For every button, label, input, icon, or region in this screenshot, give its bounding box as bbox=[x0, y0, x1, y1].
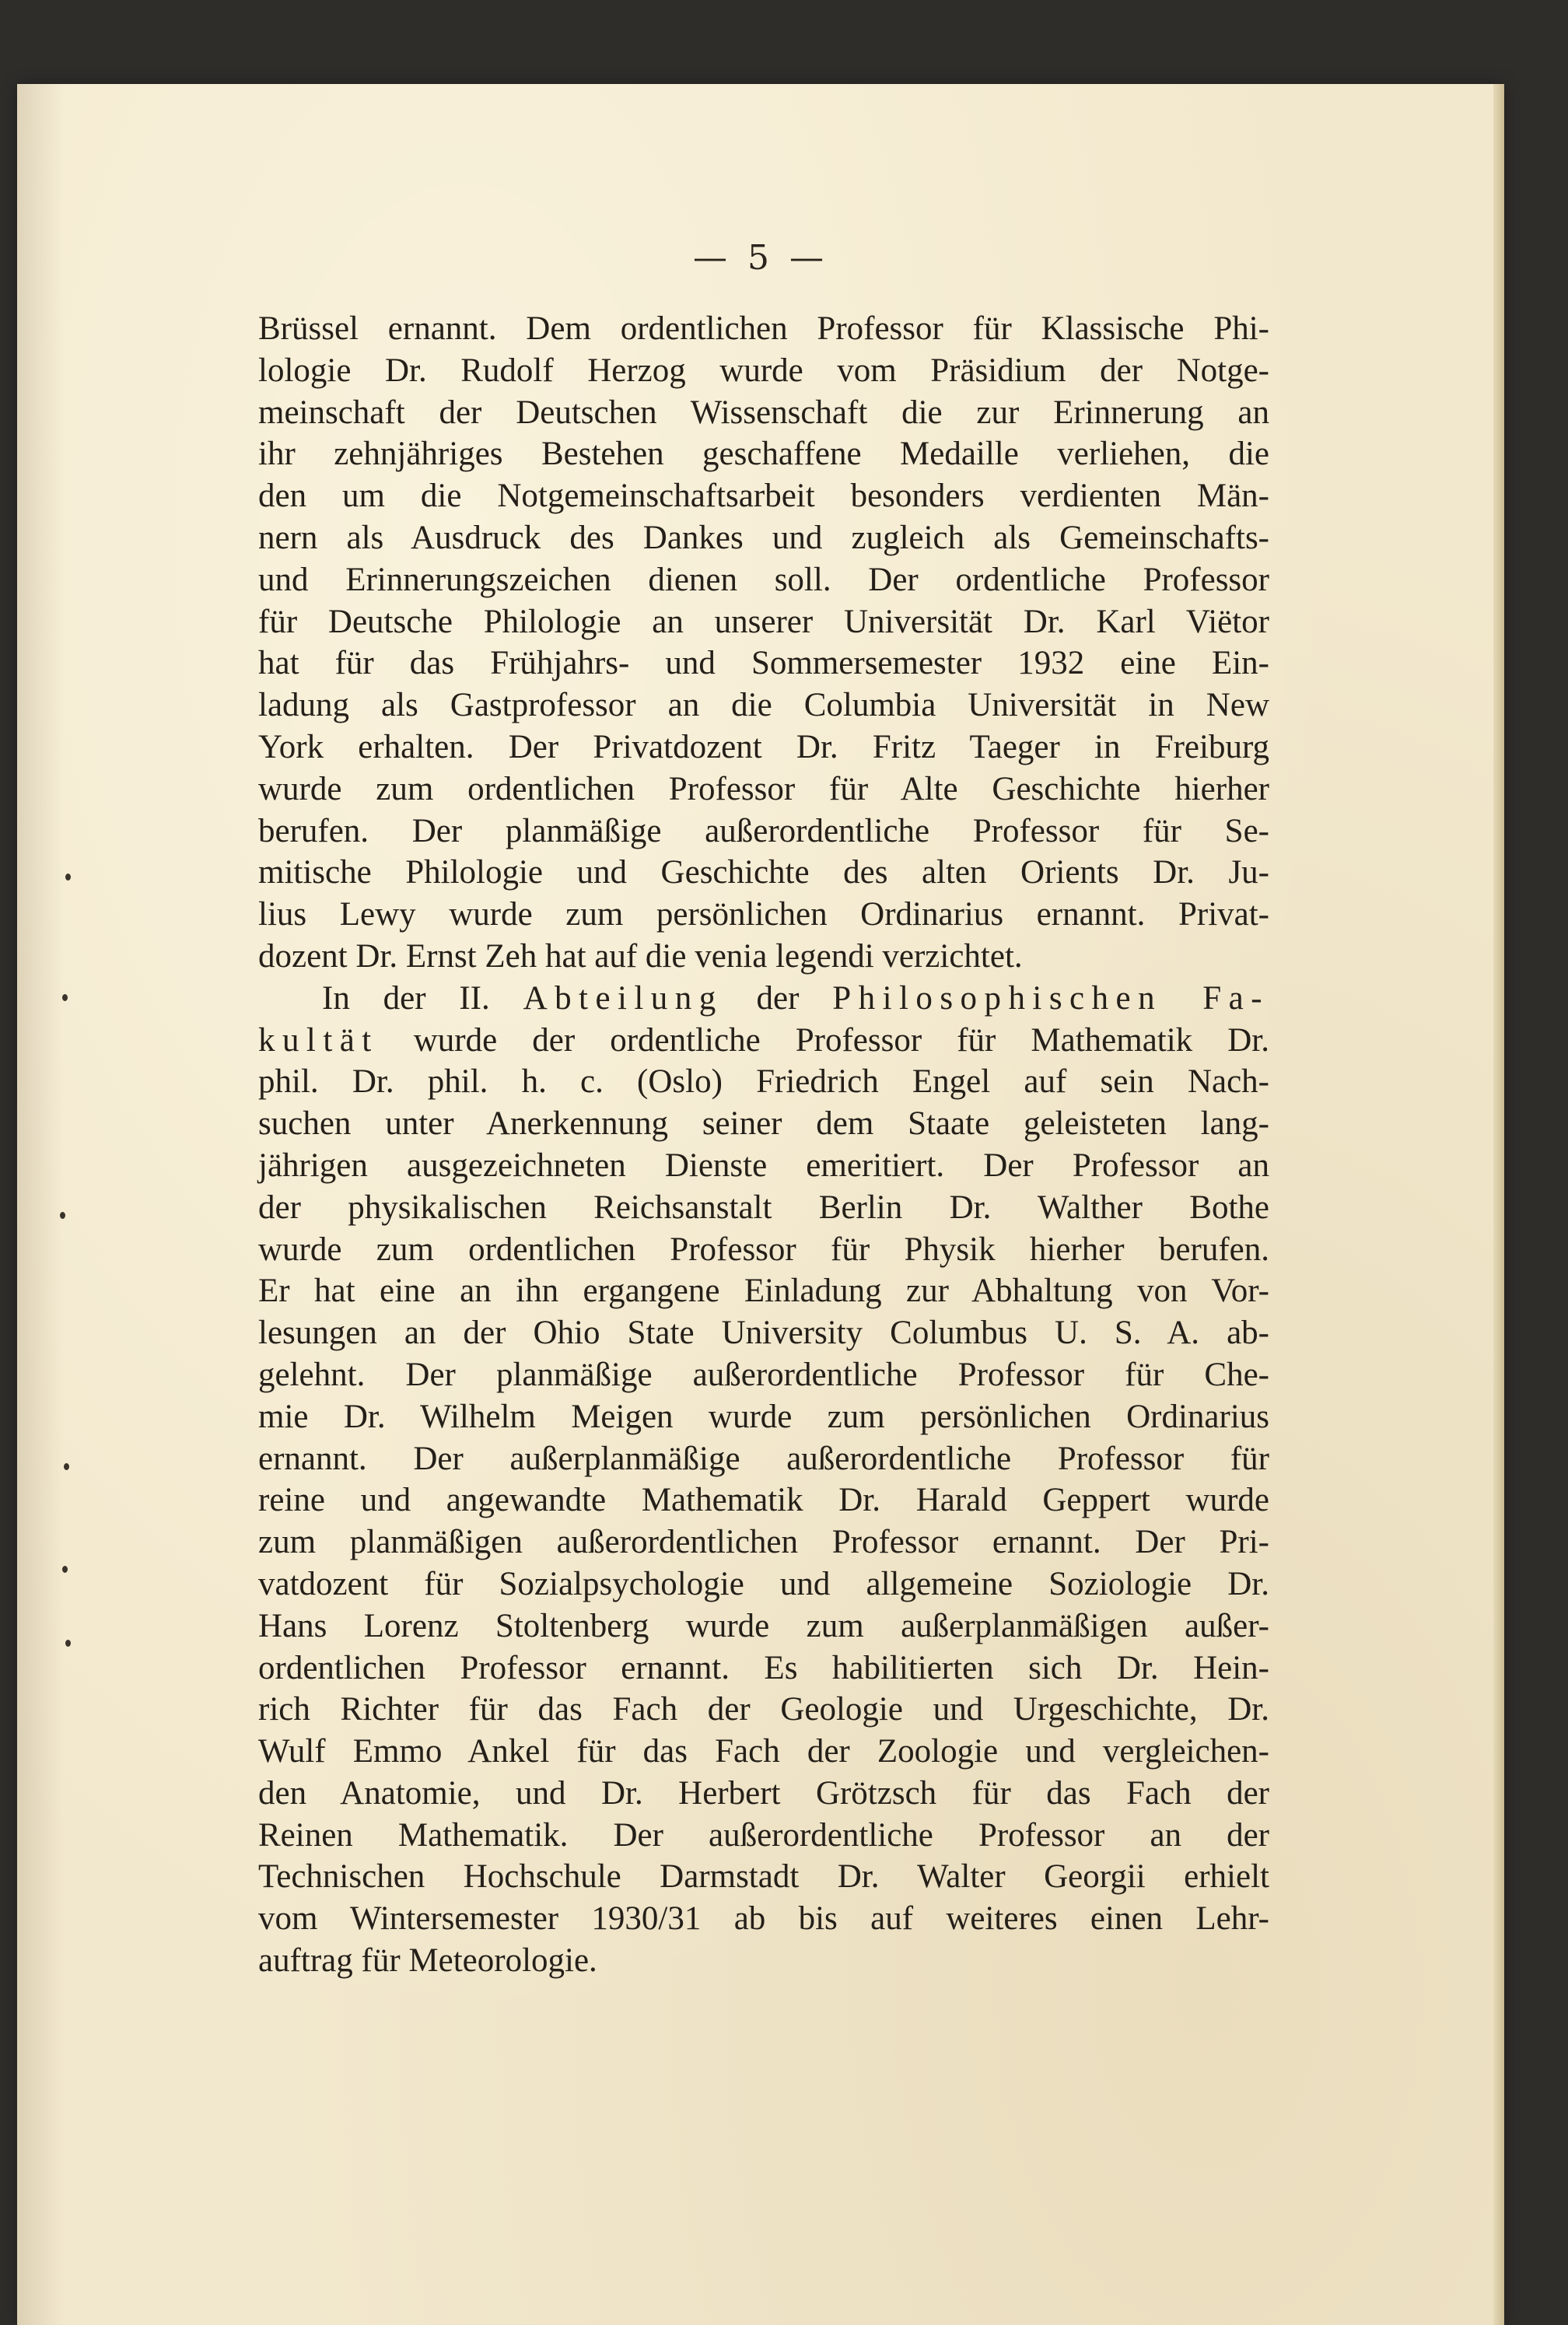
text-line: der physikalischen Reichsanstalt Berlin Dr. Walther Bothe bbox=[258, 1189, 1269, 1226]
text-line: ordentlichen Professor ernannt. Es habilitierten sich Dr. Hein- bbox=[258, 1649, 1269, 1686]
spaced-heading-word: Philosophischen Fa- bbox=[832, 979, 1270, 1017]
text-line: meinschaft der Deutschen Wissenschaft die zur Erinnerung an bbox=[258, 394, 1269, 431]
text-line: wurde zum ordentlichen Professor für Physik hierher berufen. bbox=[258, 1231, 1269, 1268]
text-line: Brüssel ernannt. Dem ordentlichen Professor für Klassische Phi- bbox=[258, 310, 1269, 347]
text-line: York erhalten. Der Privatdozent Dr. Fritz Taeger in Freiburg bbox=[258, 728, 1269, 765]
text-line: dozent Dr. Ernst Zeh hat auf die venia legendi verzichtet. bbox=[258, 937, 1023, 975]
text-line: ernannt. Der außerplanmäßige außerordentliche Professor für bbox=[258, 1440, 1269, 1477]
text-line: wurde zum ordentlichen Professor für Alte Geschichte hierher bbox=[258, 770, 1269, 807]
text-line: und Erinnerungszeichen dienen soll. Der ordentliche Professor bbox=[258, 561, 1269, 598]
text-line: suchen unter Anerkennung seiner dem Staate geleisteten lang- bbox=[258, 1105, 1269, 1143]
text-line bbox=[258, 1020, 1269, 1062]
margin-speck bbox=[60, 1212, 65, 1219]
margin-speck bbox=[62, 994, 68, 1001]
text-line: für Deutsche Philologie an unserer Universität Dr. Karl Viëtor bbox=[258, 603, 1269, 640]
text-line: phil. Dr. phil. h. c. (Oslo) Friedrich Engel auf sein Nach- bbox=[258, 1063, 1269, 1101]
text-line: Reinen Mathematik. Der außerordentliche Professor an der bbox=[258, 1816, 1269, 1854]
text-line: reine und angewandte Mathematik Dr. Harald Geppert wurde bbox=[258, 1482, 1269, 1519]
text-line: vatdozent für Sozialpsychologie und allgemeine Soziologie Dr. bbox=[258, 1565, 1269, 1602]
text-line: mitische Philologie und Geschichte des alten Orients Dr. Ju- bbox=[258, 854, 1269, 891]
text-line: Technischen Hochschule Darmstadt Dr. Walter Georgii erhielt bbox=[258, 1858, 1269, 1896]
text-line: zum planmäßigen außerordentlichen Professor ernannt. Der Pri- bbox=[258, 1524, 1269, 1561]
page-number: — 5 — bbox=[693, 238, 828, 278]
spaced-heading-word: kultät bbox=[258, 1021, 379, 1059]
line-segment: der bbox=[723, 979, 833, 1017]
text-line: berufen. Der planmäßige außerordentliche Professor für Se- bbox=[258, 812, 1269, 849]
text-line: ladung als Gastprofessor an die Columbia Universität in New bbox=[258, 687, 1269, 724]
text-line: lologie Dr. Rudolf Herzog wurde vom Präsidium der Notge- bbox=[258, 352, 1269, 389]
margin-speck bbox=[65, 874, 71, 881]
text-line: Hans Lorenz Stoltenberg wurde zum außerplanmäßigen außer- bbox=[258, 1607, 1269, 1644]
margin-speck bbox=[64, 1463, 69, 1470]
text-line: lius Lewy wurde zum persönlichen Ordinarius ernannt. Privat- bbox=[258, 896, 1269, 933]
body-text bbox=[258, 308, 1269, 1982]
text-line: hat für das Frühjahrs- und Sommersemester 1932 eine Ein- bbox=[258, 645, 1269, 682]
page-fold-shadow bbox=[17, 84, 64, 2325]
text-line: gelehnt. Der planmäßige außerordentliche Professor für Che- bbox=[258, 1356, 1269, 1393]
margin-speck bbox=[65, 1640, 71, 1647]
document-page bbox=[17, 84, 1504, 2325]
spaced-heading-word: Abteilung bbox=[523, 979, 723, 1017]
text-line: Wulf Emmo Ankel für das Fach der Zoologie und vergleichen- bbox=[258, 1733, 1269, 1770]
text-line: Er hat eine an ihn ergangene Einladung zur Abhaltung von Vor- bbox=[258, 1273, 1269, 1310]
margin-speck bbox=[62, 1566, 68, 1573]
text-line: nern als Ausdruck des Dankes und zugleich als Gemeinschafts- bbox=[258, 519, 1269, 556]
text-line: rich Richter für das Fach der Geologie und Urgeschichte, Dr. bbox=[258, 1691, 1269, 1728]
text-line: ihr zehnjähriges Bestehen geschaffene Medaille verliehen, die bbox=[258, 436, 1269, 473]
line-segment: wurde der ordentliche Professor für Mathematik Dr. bbox=[378, 1021, 1269, 1059]
text-line: lesungen an der Ohio State University Columbus U. S. A. ab- bbox=[258, 1315, 1269, 1352]
page-edge bbox=[1493, 84, 1504, 2325]
line-segment: In der II. bbox=[322, 979, 523, 1017]
text-line: vom Wintersemester 1930/31 ab bis auf weiteres einen Lehr- bbox=[258, 1900, 1269, 1938]
text-line: auftrag für Meteorologie. bbox=[258, 1942, 597, 1980]
text-line: den um die Notgemeinschaftsarbeit besonders verdienten Män- bbox=[258, 478, 1269, 515]
text-line: jährigen ausgezeichneten Dienste emeritiert. Der Professor an bbox=[258, 1147, 1269, 1184]
text-line: mie Dr. Wilhelm Meigen wurde zum persönlichen Ordinarius bbox=[258, 1398, 1269, 1435]
paragraph-start-line bbox=[258, 978, 1269, 1020]
text-line: den Anatomie, und Dr. Herbert Grötzsch für das Fach der bbox=[258, 1774, 1269, 1812]
